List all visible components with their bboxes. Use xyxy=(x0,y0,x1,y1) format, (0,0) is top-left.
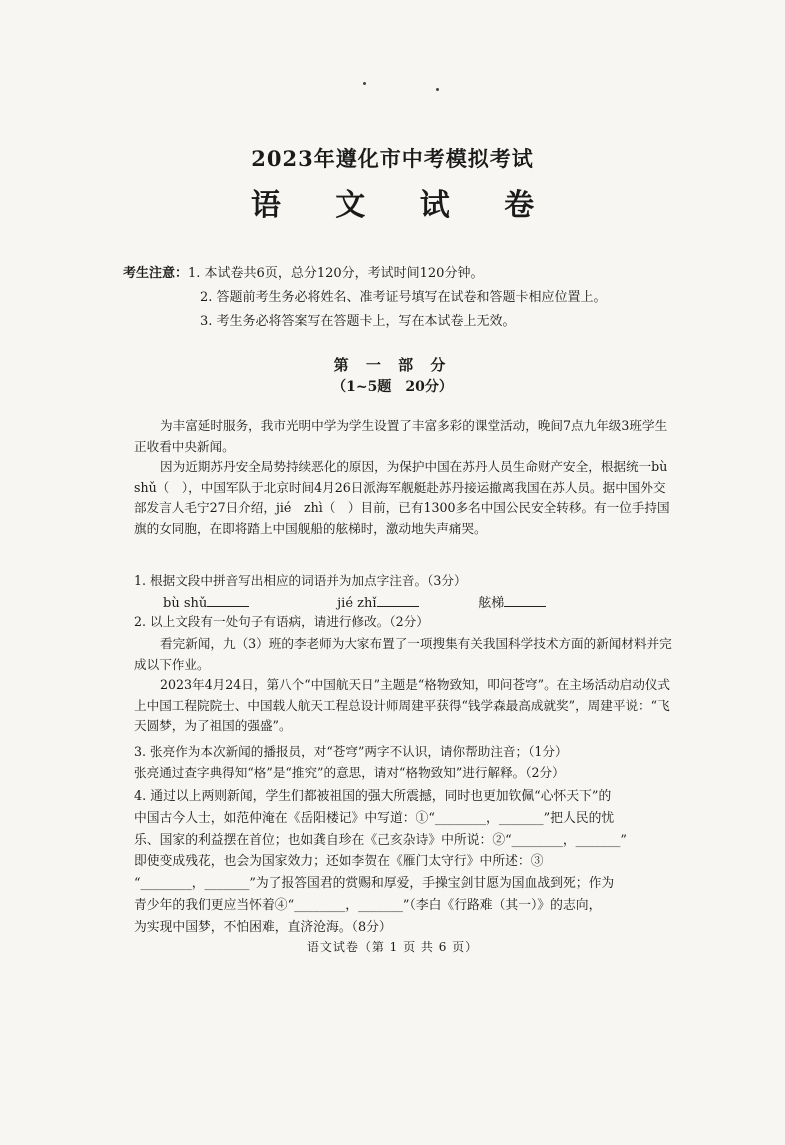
q4-line: “________，_______”为了报答国君的赏赐和厚爱，手操宝剑甘愿为国血战到死；作为 xyxy=(134,876,615,892)
word-item: 舷梯 xyxy=(478,596,505,611)
q3-line: 3. 张亮作为本次新闻的播报员，对“苍穹”两字不认识，请你帮助注音；（1分） xyxy=(134,744,568,759)
notice-item: 1. 本试卷共6页，总分120分，考试时间120分钟。 xyxy=(188,266,484,281)
paragraph: 因为近期苏丹安全局势持续恶化的原因，为保护中国在苏丹人员生命财产安全，根据统一bù shǔ（ ），中国军队于北京时间4月26日派海军舰艇赴苏丹接运撤离我国在苏人员。据中国外交部发言人毛宁27日介绍，jié zhì（ ）目前，已有1300多名中国公民安全转移。有一位手持国旗的女同胞，在即将踏上中国舰船的舷梯时，激动地失声痛哭。 xyxy=(134,459,680,536)
pinyin-item: bù shǔ xyxy=(163,596,208,611)
news-passage-2 xyxy=(134,634,674,737)
q4-line: 4. 通过以上两则新闻，学生们都被祖国的强大所震撼，同时也更加钦佩“心怀天下”的 xyxy=(134,789,612,804)
question-1: 1. 根据文段中拼音写出相应的词语并为加点字注音。（3分） xyxy=(134,573,467,588)
paragraph: 为丰富延时服务，我市光明中学为学生设置了丰富多彩的课堂活动，晚间7点九年级3班学生正收看中央新闻。 xyxy=(134,418,668,454)
question-4 xyxy=(134,786,674,939)
news-passage-1 xyxy=(134,416,680,539)
paragraph: 2023年4月24日，第八个“中国航天日”主题是“格物致知，叩问苍穹”。在主场活动启动仪式上中国工程院院士、中国载人航天工程总设计师周建平获得“钱学森最高成就奖”，周建平说：“飞天圆梦，为了祖国的强盛”。 xyxy=(134,677,671,733)
candidate-notice xyxy=(123,262,607,334)
answer-blank xyxy=(504,593,546,607)
q4-line: 即使变成残花，也会为国家效力；还如李贺在《雁门太守行》中所述：③ xyxy=(134,854,544,870)
part-subtitle: （1~5题 20分） xyxy=(332,379,453,395)
paragraph: 看完新闻，九（3）班的李老师为大家布置了一项搜集有关我国科学技术方面的新闻材料并完成以下作业。 xyxy=(134,636,672,672)
q4-line: 中国古今人士，如范仲淹在《岳阳楼记》中写道：①“________，_______”把人民的忧 xyxy=(134,810,615,826)
subject-title: 语 文 试 卷 xyxy=(250,188,557,223)
notice-item: 2. 答题前考生务必将姓名、准考证号填写在试卷和答题卡相应位置上。 xyxy=(200,290,607,305)
question-3 xyxy=(134,742,674,783)
pinyin-item: jié zhǐ xyxy=(337,596,377,611)
q4-line: 乐、国家的利益摆在首位；也如龚自珍在《己亥杂诗》中所说：②“________，_______” xyxy=(134,832,627,848)
answer-blank xyxy=(377,593,419,607)
q3-line: 张亮通过查字典得知“格”是“推究”的意思，请对“格物致知”进行解释。（2分） xyxy=(134,764,565,780)
exam-title: 2023年遵化市中考模拟考试 xyxy=(251,146,534,171)
notice-label: 考生注意： xyxy=(123,266,189,281)
q1-answer-row xyxy=(163,592,546,611)
page-footer: 语文试卷（第 1 页 共 6 页） xyxy=(306,940,479,954)
scan-speck xyxy=(363,82,366,85)
q4-line: 青少年的我们更应当怀着④“________，_______”（李白《行路难（其一）》的志向， xyxy=(134,897,602,913)
notice-item: 3. 考生务必将答案写在答题卡上，写在本试卷上无效。 xyxy=(200,314,516,329)
question-2: 2. 以上文段有一处句子有语病，请进行修改。（2分） xyxy=(134,614,429,629)
q4-line: 为实现中国梦，不怕困难，直济沧海。（8分） xyxy=(134,919,392,935)
part-title: 第 一 部 分 xyxy=(333,356,452,374)
answer-blank xyxy=(207,593,249,607)
scan-speck xyxy=(436,88,439,91)
